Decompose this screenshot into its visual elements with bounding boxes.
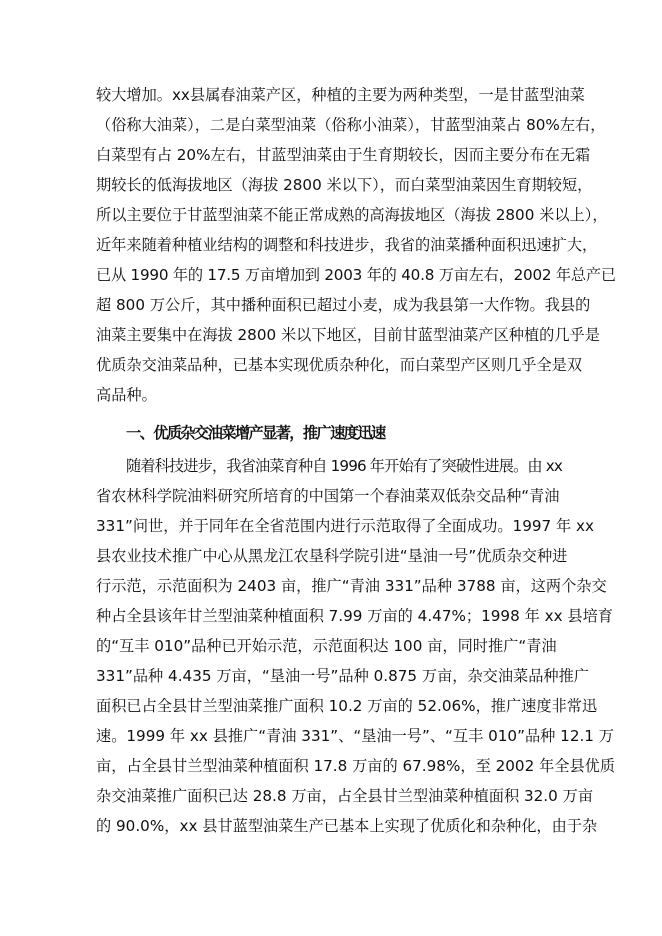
text-line: 的“互丰 010”品种已开始示范，示范面积达 100 亩，同时推广“青油 — [96, 637, 557, 655]
text-line: 高品种。 — [96, 386, 157, 404]
text-line: 速。1999 年 xx 县推广“青油 331”、“垦油一号”、“互丰 010”品种 12.1 万 — [96, 727, 614, 745]
text-line: 种占全县该年甘兰型油菜种植面积 7.99 万亩的 4.47%；1998 年 xx 县培育 — [96, 607, 613, 625]
text-line: 超 800 万公斤，其中播种面积已超过小麦，成为我县第一大作物。我县的 — [96, 296, 591, 314]
section-heading: 一、优质杂交油菜增产显著，推广速度迅速 — [126, 424, 385, 442]
text-line: 县农业技术推广中心从黑龙江农垦科学院引进“垦油一号”优质杂交种进 — [96, 547, 568, 565]
text-line: 白菜型有占 20%左右，甘蓝型油菜由于生育期较长，因而主要分布在无霜 — [96, 146, 591, 164]
text-line: 亩，占全县甘兰型油菜种植面积 17.8 万亩的 67.98%，至 2002 年全县优质 — [96, 757, 616, 775]
text-line: 省农林科学院油料研究所培育的中国第一个春油菜双低杂交品种“青油 — [96, 487, 560, 505]
text-line: 油菜主要集中在海拔 2800 米以下地区，目前甘蓝型油菜产区种植的几乎是 — [96, 326, 600, 344]
text-line: 较大增加。xx县属春油菜产区，种植的主要为两种类型，一是甘蓝型油菜 — [96, 86, 585, 104]
text-line: 331”品种 4.435 万亩，“垦油一号”品种 0.875 万亩，杂交油菜品种推广 — [96, 667, 589, 685]
text-line: 331”问世，并于同年在全省范围内进行示范取得了全面成功。1997 年 xx — [96, 517, 595, 535]
text-line: 近年来随着种植业结构的调整和科技进步，我省的油菜播种面积迅速扩大， — [96, 236, 598, 254]
text-line: 已从 1990 年的 17.5 万亩增加到 2003 年的 40.8 万亩左右，2002 年总产已 — [96, 266, 616, 284]
text-line: 优质杂交油菜品种，已基本实现优质杂种化，而白菜型产区则几乎全是双 — [96, 356, 582, 374]
text-line: 面积已占全县甘兰型油菜推广面积 10.2 万亩的 52.06%，推广速度非常迅 — [96, 697, 598, 715]
text-line: 的 90.0%，xx 县甘蓝型油菜生产已基本上实现了优质化和杂种化，由于杂 — [96, 817, 598, 835]
text-line: 行示范，示范面积为 2403 亩，推广“青油 331”品种 3788 亩，这两个杂交 — [96, 577, 607, 595]
text-line: 期较长的低海拔地区（海拔 2800 米以下），而白菜型油菜因生育期较短， — [96, 176, 593, 194]
text-line: 杂交油菜推广面积已达 28.8 万亩，占全县甘兰型油菜种植面积 32.0 万亩 — [96, 787, 594, 805]
text-line: 随着科技进步，我省油菜育种自 1996 年开始有了突破性进展。由 xx — [126, 457, 562, 475]
text-line: （俗称大油菜），二是白菜型油菜（俗称小油菜），甘蓝型油菜占 80%左右， — [96, 116, 606, 134]
text-line: 所以主要位于甘蓝型油菜不能正常成熟的高海拔地区（海拔 2800 米以上）， — [96, 206, 608, 224]
